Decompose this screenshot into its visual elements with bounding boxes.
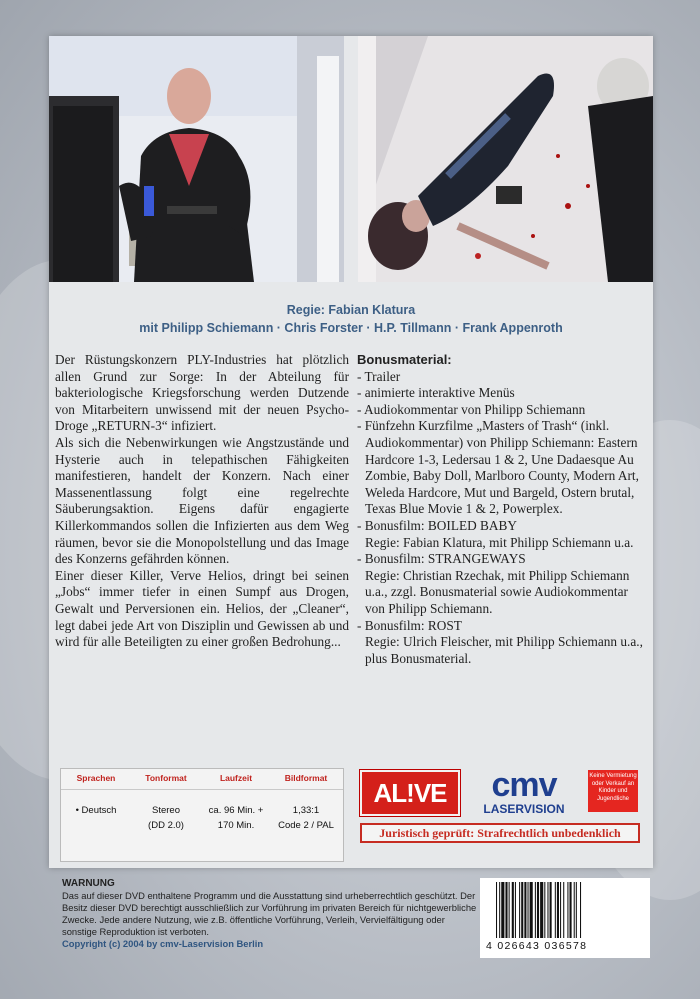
- barcode-bar: [512, 882, 514, 938]
- synopsis-paragraph: Einer dieser Killer, Verve Helios, dringt bei seinen „Jobs“ immer tiefer in einen Sumpf aus Drogen, Gewalt und Perversionen ein. Helios, der „Cleaner“, legt dabei jede Art von Disziplin und Gewissen ab und wird für alle Beteiligten zu einer großen Bedrohung...: [55, 567, 349, 650]
- cast-credit: mit Philipp Schiemann · Chris Forster · H.P. Tillmann · Frank Appenroth: [139, 321, 563, 335]
- copyright-line: Copyright (c) 2004 by cmv-Laservision Berlin: [62, 938, 264, 949]
- synopsis: [55, 352, 349, 651]
- barcode-bar: [547, 882, 548, 938]
- specs-value-line: (DD 2.0): [148, 820, 184, 831]
- cmv-laservision-logo: [470, 768, 578, 816]
- barcode-bar: [537, 882, 539, 938]
- bonus-item: - Bonusfilm: BOILED BABY: [357, 517, 517, 533]
- movie-still-victim-image: [358, 36, 653, 282]
- barcode-bar: [555, 882, 556, 938]
- bonus-item: Regie: Christian Rzechak, mit Philipp Schiemann u.a., zzgl. Bonusmaterial sowie Audiokommentar von Philipp Schiemann.: [365, 567, 630, 616]
- synopsis-paragraph: Als sich die Nebenwirkungen wie Angstzustände und Hysterie auch in telepathischen Fähigkeiten manifestieren, handelt der Konzern. Nach einer Massenentlassung folgt eine regelrechte Säuberungsaktion. Eigens dafür engagierte Killerkommandos sollen die Infizierten aus dem Weg räumen, bevor sie die Monopolstellung und das Image des Konzerns gefährden können.: [55, 434, 349, 567]
- barcode-bar: [580, 882, 581, 938]
- bonus-item: - animierte interaktive Menüs: [357, 385, 515, 401]
- barcode-bar: [550, 882, 552, 938]
- bonus-material: [357, 352, 647, 667]
- barcode-bar: [501, 882, 504, 938]
- bonus-item: - Bonusfilm: ROST: [357, 617, 462, 633]
- barcode: [480, 878, 650, 958]
- barcode-bar: [557, 882, 559, 938]
- barcode-bar: [509, 882, 510, 938]
- specs-value-line: 170 Min.: [217, 820, 255, 831]
- barcode-bar: [524, 882, 526, 938]
- barcode-bar: [570, 882, 572, 938]
- barcode-bar: [499, 882, 500, 938]
- barcode-bar: [560, 882, 561, 938]
- barcode-bar: [535, 882, 536, 938]
- barcode-bars: [496, 882, 636, 940]
- alive-logo: AL!VE: [360, 770, 460, 816]
- barcode-bar: [544, 882, 545, 938]
- specs-header: Laufzeit: [219, 773, 253, 783]
- specs-value-line: ca. 96 Min. +: [208, 805, 264, 816]
- specs-header: Sprachen: [76, 773, 116, 783]
- specs-value: [271, 803, 341, 833]
- barcode-bar: [576, 882, 577, 938]
- age-rating-badge: Keine Vermietung oder Verkauf an Kinder und Jugendliche: [588, 770, 638, 812]
- barcode-bar: [574, 882, 575, 938]
- warning-notice: [62, 878, 482, 950]
- tech-specs-table: [60, 768, 344, 862]
- barcode-bar: [540, 882, 543, 938]
- barcode-bar: [496, 882, 497, 938]
- movie-still-victim: [358, 36, 653, 282]
- specs-header-row: [61, 769, 343, 790]
- specs-value: [61, 803, 131, 818]
- specs-value-line: Code 2 / PAL: [278, 820, 334, 831]
- specs-value: [201, 803, 271, 833]
- warning-text: Das auf dieser DVD enthaltene Programm und die Ausstattung sind urheberrechtlich geschützt. Der Besitz dieser DVD berechtigt ausschließlich zur Vorführung im privaten Bereich für nichtgewerbliche Zwecke. Jede andere Nutzung, wie z.B. öffentliche Vorführung, Verleih, Vervielfältigung oder sonstige Reproduktion ist verboten.: [62, 890, 477, 937]
- bonus-item: - Bonusfilm: STRANGEWAYS: [357, 551, 526, 567]
- warning-title: WARNUNG: [62, 878, 115, 889]
- barcode-bar: [567, 882, 568, 938]
- barcode-bar: [530, 882, 533, 938]
- director-credit: Regie: Fabian Klatura: [286, 303, 416, 317]
- bonus-item: - Trailer: [357, 368, 401, 384]
- cmv-logo-text: cmv: [491, 766, 557, 804]
- barcode-bar: [521, 882, 523, 938]
- cmv-logo-subtitle: LASERVISION: [483, 802, 565, 816]
- barcode-bar: [519, 882, 520, 938]
- specs-header: Bildformat: [284, 773, 328, 783]
- bonus-item: - Fünfzehn Kurzfilme „Masters of Trash“ (inkl. Audiokommentar) von Philipp Schiemann: Eastern Hardcore 1-3, Ledersau 1 & 2, Une Dadaesque Au Zombie, Baby Doll, Marlboro County, Modern Art, Weleda Hardcore, Mut und Bargeld, Ostern brutal, Texas Blue Movie 1 & 2, Powerplex.: [357, 418, 639, 517]
- specs-value-line: Stereo: [152, 805, 180, 816]
- specs-value-line: 1,33:1: [292, 805, 320, 816]
- bonus-item: - Audiokommentar von Philipp Schiemann: [357, 401, 586, 417]
- bonus-item: Regie: Fabian Klatura, mit Philipp Schiemann u.a.: [365, 534, 634, 550]
- bonus-item: Regie: Ulrich Fleischer, mit Philipp Schiemann u.a., plus Bonusmaterial.: [365, 634, 643, 666]
- specs-value: [131, 803, 201, 833]
- bonus-title: Bonusmaterial:: [357, 352, 452, 367]
- specs-header: Tonformat: [145, 773, 187, 783]
- barcode-number: 4 026643 036578: [486, 940, 588, 952]
- barcode-bar: [505, 882, 507, 938]
- movie-still-killer-image: [49, 36, 344, 282]
- synopsis-paragraph: Der Rüstungskonzern PLY-Industries hat plötzlich allen Grund zur Sorge: In der Abteilung für bakteriologische Kriegsforschung werden Dutzende von Mitarbeitern unwissend mit der neuen Psycho-Droge „RETURN-3“ infiziert.: [55, 352, 349, 434]
- specs-value-line: • Deutsch: [75, 805, 117, 816]
- barcode-bar: [528, 882, 529, 938]
- legal-check-badge: Juristisch geprüft: Strafrechtlich unbedenklich: [360, 823, 640, 843]
- barcode-bar: [563, 882, 564, 938]
- barcode-bar: [515, 882, 516, 938]
- movie-still-killer: [49, 36, 344, 282]
